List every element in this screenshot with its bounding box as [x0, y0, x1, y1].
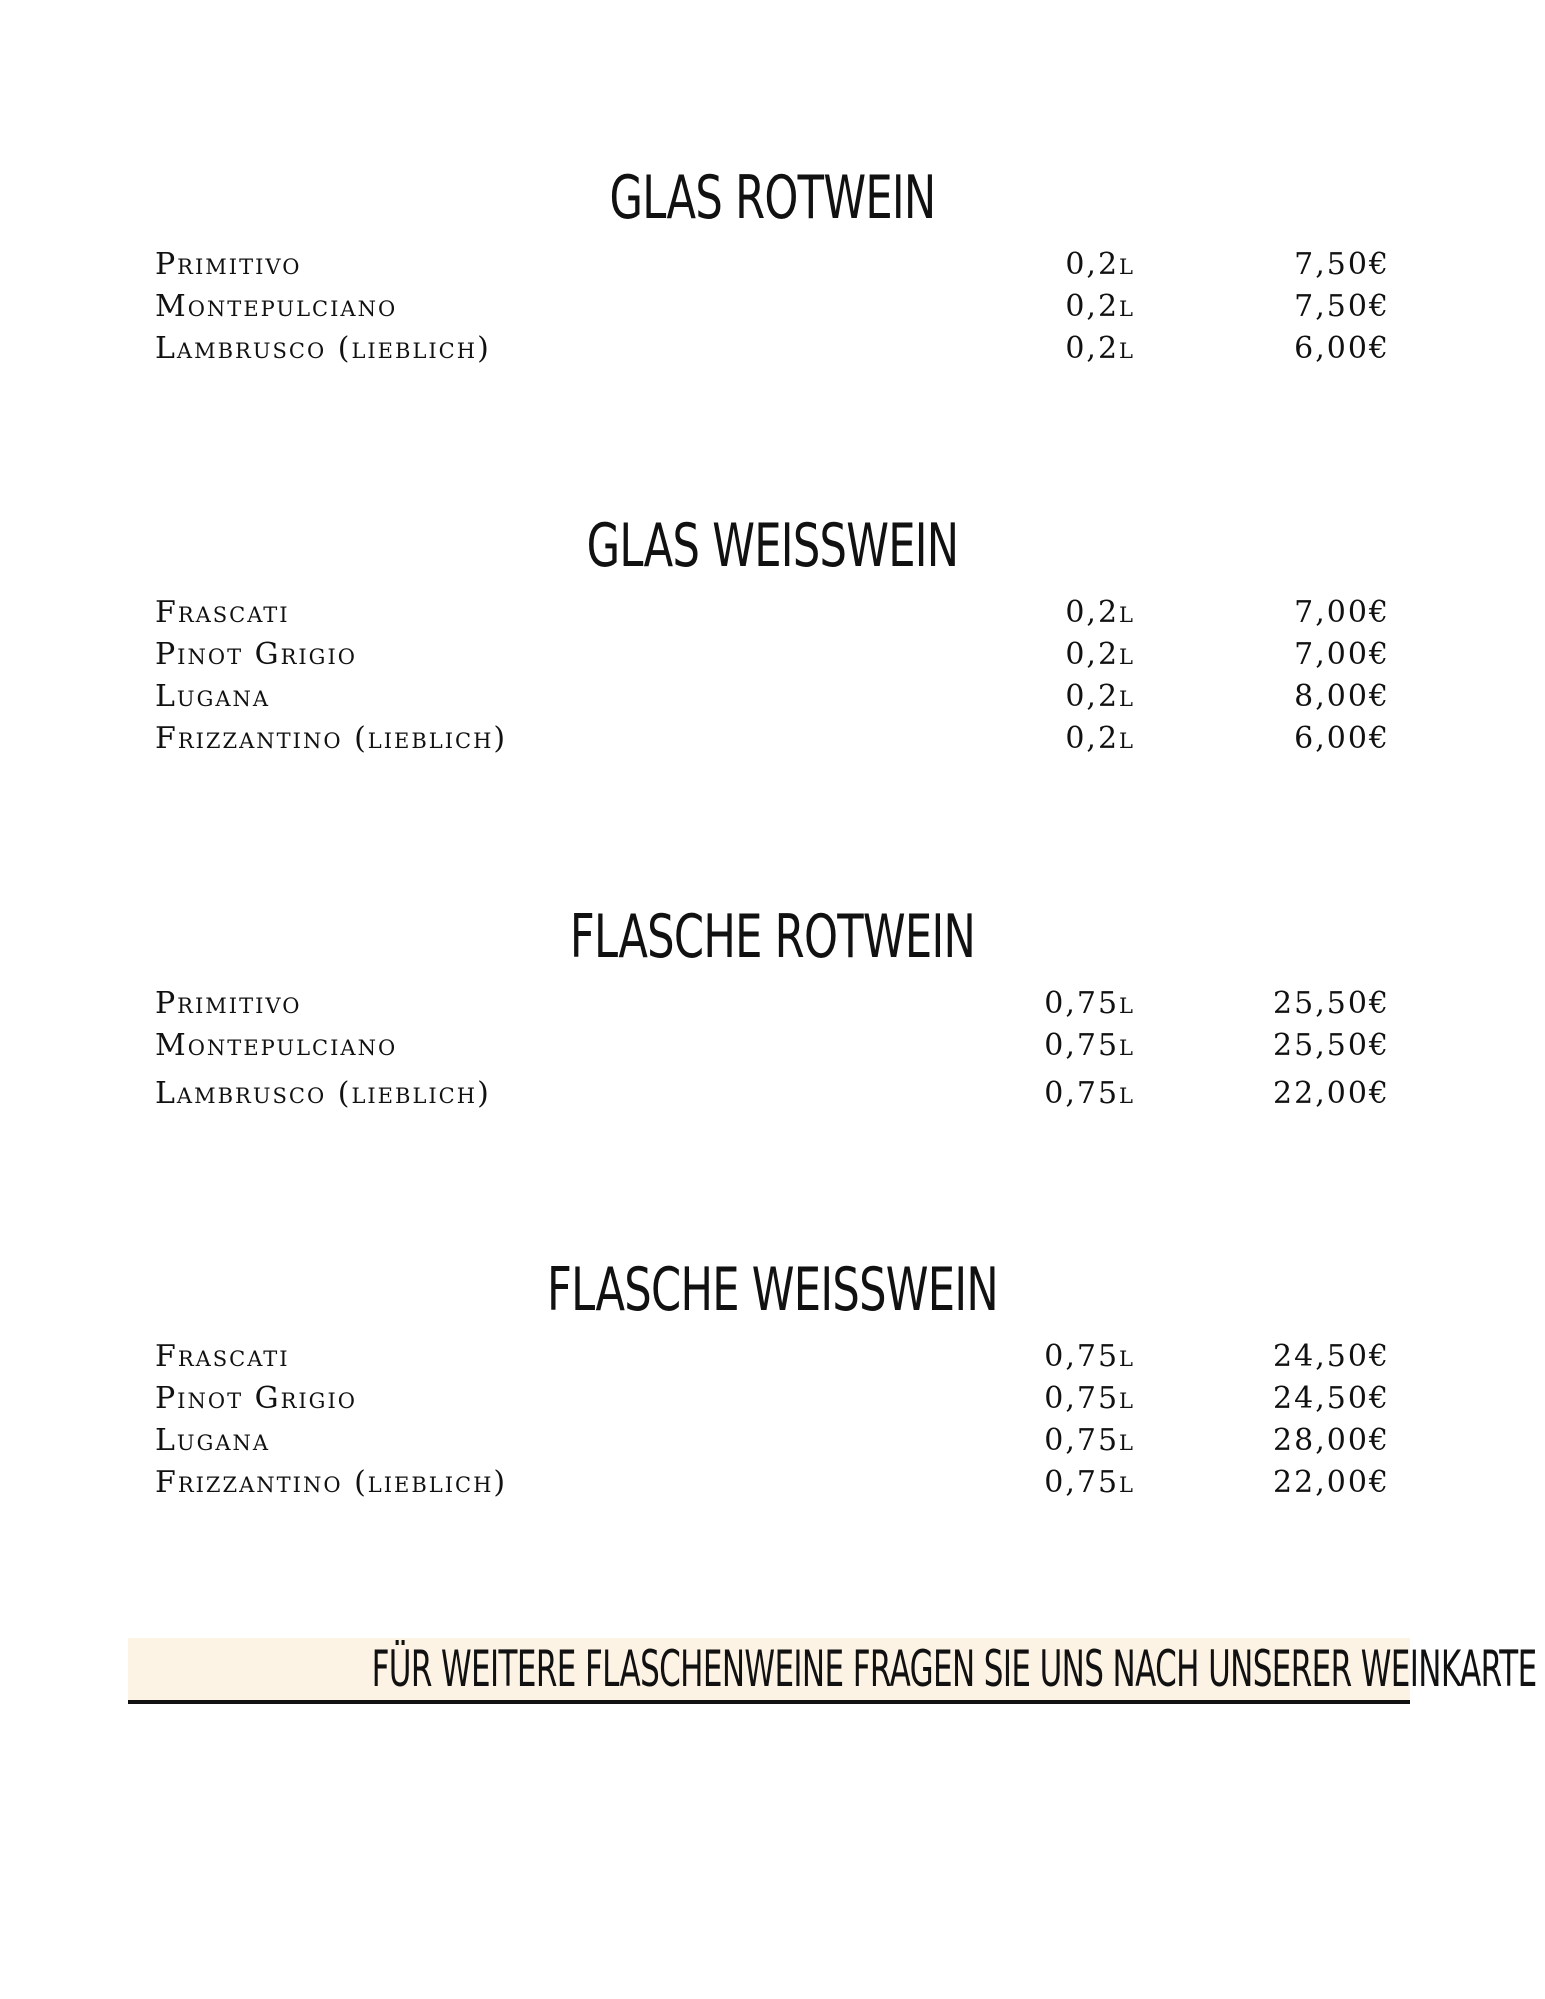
section-flasche-weisswein [155, 1250, 1390, 1504]
wine-price: 24,50€ [1273, 1339, 1390, 1374]
wine-volume: 0,2l [1065, 289, 1135, 324]
wine-name: Lambrusco (lieblich) [155, 1076, 491, 1111]
wine-list-note [128, 1638, 1537, 1704]
section-title: FLASCHE ROTWEIN [569, 902, 976, 972]
list-item [155, 718, 1390, 760]
list-item [155, 983, 1390, 1025]
wine-name: Montepulciano [155, 1028, 398, 1063]
wine-name: Frizzantino (lieblich) [155, 721, 508, 756]
list-item [155, 1025, 1390, 1067]
wine-volume: 0,2l [1065, 595, 1135, 630]
wine-volume: 0,2l [1065, 331, 1135, 366]
wine-price: 25,50€ [1273, 986, 1390, 1021]
wine-name: Frizzantino (lieblich) [155, 1465, 508, 1500]
wine-volume: 0,75l [1044, 986, 1135, 1021]
wine-price: 6,00€ [1294, 331, 1390, 366]
wine-volume: 0,2l [1065, 637, 1135, 672]
wine-price: 22,00€ [1273, 1465, 1390, 1500]
wine-list [155, 244, 1390, 370]
list-item [155, 1420, 1390, 1462]
list-item [155, 1336, 1390, 1378]
section-flasche-rotwein [155, 897, 1390, 1115]
list-item [155, 328, 1390, 370]
wine-name: Primitivo [155, 986, 302, 1021]
wine-volume: 0,75l [1044, 1465, 1135, 1500]
wine-price: 8,00€ [1294, 679, 1390, 714]
wine-list [155, 592, 1390, 760]
wine-name: Montepulciano [155, 289, 398, 324]
section-glas-weisswein [155, 506, 1390, 760]
wine-price: 7,00€ [1294, 637, 1390, 672]
wine-list [155, 983, 1390, 1115]
section-glas-rotwein [155, 158, 1390, 370]
wine-name: Pinot Grigio [155, 637, 357, 672]
wine-name: Frascati [155, 595, 290, 630]
wine-name: Lambrusco (lieblich) [155, 331, 491, 366]
wine-volume: 0,75l [1044, 1423, 1135, 1458]
list-item [155, 1462, 1390, 1504]
wine-name: Pinot Grigio [155, 1381, 357, 1416]
wine-price: 7,00€ [1294, 595, 1390, 630]
list-item [155, 592, 1390, 634]
wine-volume: 0,2l [1065, 679, 1135, 714]
list-item [155, 1378, 1390, 1420]
list-item [155, 244, 1390, 286]
wine-price: 28,00€ [1273, 1423, 1390, 1458]
wine-volume: 0,2l [1065, 247, 1135, 282]
wine-name: Lugana [155, 679, 271, 714]
wine-price: 7,50€ [1294, 289, 1390, 324]
wine-price: 22,00€ [1273, 1076, 1390, 1111]
wine-list-note-text: FÜR WEITERE FLASCHENWEINE FRAGEN SIE UNS NACH UNSERER WEINKARTE [371, 1640, 1537, 1698]
section-title: FLASCHE WEISSWEIN [547, 1255, 998, 1325]
wine-name: Frascati [155, 1339, 290, 1374]
wine-price: 24,50€ [1273, 1381, 1390, 1416]
list-item [155, 676, 1390, 718]
wine-name: Lugana [155, 1423, 271, 1458]
wine-volume: 0,75l [1044, 1076, 1135, 1111]
wine-volume: 0,2l [1065, 721, 1135, 756]
wine-price: 7,50€ [1294, 247, 1390, 282]
wine-price: 6,00€ [1294, 721, 1390, 756]
wine-name: Primitivo [155, 247, 302, 282]
wine-volume: 0,75l [1044, 1339, 1135, 1374]
wine-volume: 0,75l [1044, 1381, 1135, 1416]
wine-list [155, 1336, 1390, 1504]
wine-volume: 0,75l [1044, 1028, 1135, 1063]
wine-price: 25,50€ [1273, 1028, 1390, 1063]
section-title: GLAS WEISSWEIN [586, 511, 959, 581]
list-item [155, 1073, 1390, 1115]
list-item [155, 286, 1390, 328]
section-title: GLAS ROTWEIN [609, 163, 936, 233]
list-item [155, 634, 1390, 676]
